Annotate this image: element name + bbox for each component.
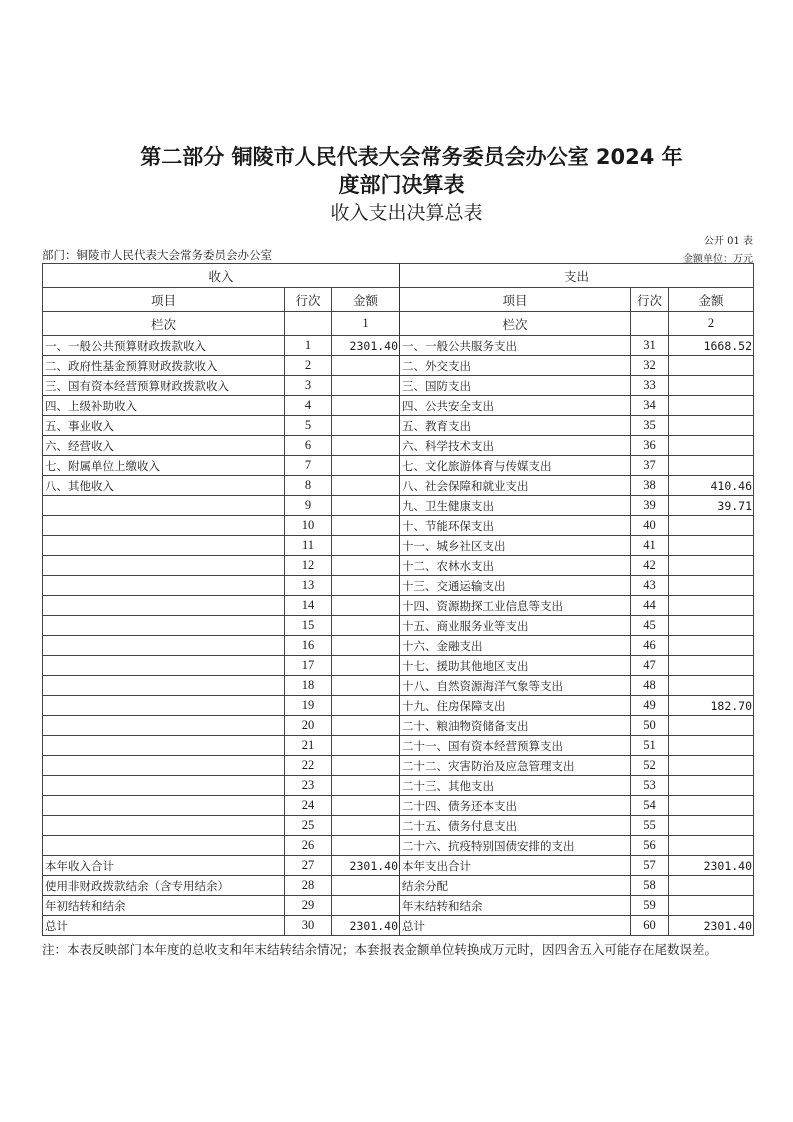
expense-section-header: 支出 xyxy=(400,264,754,288)
income-line-cell: 27 xyxy=(285,856,332,876)
table-row xyxy=(43,616,754,636)
expense-line-cell: 33 xyxy=(631,376,669,396)
income-line-cell: 7 xyxy=(285,456,332,476)
table-row xyxy=(43,456,754,476)
expense-line-cell: 35 xyxy=(631,416,669,436)
income-line-cell: 19 xyxy=(285,696,332,716)
expense-item-cell: 二十、粮油物资储备支出 xyxy=(400,716,631,736)
column-header-row xyxy=(43,288,754,312)
income-line-cell: 23 xyxy=(285,776,332,796)
expense-item-cell: 十六、金融支出 xyxy=(400,636,631,656)
expense-amount-cell xyxy=(669,876,754,896)
income-item-cell: 二、政府性基金预算财政拨款收入 xyxy=(43,356,285,376)
form-number: 公开 01 表 xyxy=(703,236,753,247)
income-line-cell: 22 xyxy=(285,756,332,776)
income-amount-header: 金额 xyxy=(332,288,400,312)
income-item-cell xyxy=(43,596,285,616)
expense-amount-cell xyxy=(669,736,754,756)
expense-item-cell: 十五、商业服务业等支出 xyxy=(400,616,631,636)
expense-index-label: 栏次 xyxy=(400,312,631,336)
table-row xyxy=(43,376,754,396)
document-title xyxy=(0,143,793,199)
expense-item-cell: 十七、援助其他地区支出 xyxy=(400,656,631,676)
income-item-cell: 六、经营收入 xyxy=(43,436,285,456)
income-line-cell: 26 xyxy=(285,836,332,856)
expense-item-cell: 十三、交通运输支出 xyxy=(400,576,631,596)
income-item-cell xyxy=(43,656,285,676)
expense-line-cell: 56 xyxy=(631,836,669,856)
income-line-cell: 3 xyxy=(285,376,332,396)
expense-line-cell: 48 xyxy=(631,676,669,696)
expense-item-cell: 二十五、债务付息支出 xyxy=(400,816,631,836)
table-row xyxy=(43,496,754,516)
expense-amount-cell xyxy=(669,456,754,476)
expense-line-cell: 46 xyxy=(631,636,669,656)
section-header-row xyxy=(43,264,754,288)
income-item-cell xyxy=(43,576,285,596)
expense-item-cell: 八、社会保障和就业支出 xyxy=(400,476,631,496)
expense-amount-header: 金额 xyxy=(669,288,754,312)
income-amount-cell xyxy=(332,656,400,676)
income-line-cell: 2 xyxy=(285,356,332,376)
table-row xyxy=(43,576,754,596)
expense-line-cell: 41 xyxy=(631,536,669,556)
income-line-cell: 1 xyxy=(285,336,332,356)
income-line-cell: 12 xyxy=(285,556,332,576)
income-item-header: 项目 xyxy=(43,288,285,312)
table-row xyxy=(43,876,754,896)
income-line-cell: 16 xyxy=(285,636,332,656)
expense-line-cell: 42 xyxy=(631,556,669,576)
title-line-1: 第二部分 铜陵市人民代表大会常务委员会办公室 2024 年 xyxy=(140,145,683,169)
table-row xyxy=(43,896,754,916)
table-row xyxy=(43,476,754,496)
expense-line-cell: 34 xyxy=(631,396,669,416)
expense-line-cell: 57 xyxy=(631,856,669,876)
table-row xyxy=(43,596,754,616)
income-line-cell: 9 xyxy=(285,496,332,516)
income-amount-cell xyxy=(332,476,400,496)
expense-line-cell: 40 xyxy=(631,516,669,536)
expense-item-cell: 四、公共安全支出 xyxy=(400,396,631,416)
expense-amount-cell: 39.71 xyxy=(669,496,754,516)
income-amount-cell xyxy=(332,376,400,396)
income-item-cell xyxy=(43,516,285,536)
income-item-cell: 本年收入合计 xyxy=(43,856,285,876)
expense-line-cell: 51 xyxy=(631,736,669,756)
income-line-cell: 24 xyxy=(285,796,332,816)
income-amount-cell xyxy=(332,796,400,816)
income-item-cell xyxy=(43,796,285,816)
income-expense-table xyxy=(42,263,754,936)
expense-amount-cell xyxy=(669,596,754,616)
income-amount-cell xyxy=(332,816,400,836)
expense-line-cell: 60 xyxy=(631,916,669,936)
table-row xyxy=(43,536,754,556)
table-row xyxy=(43,716,754,736)
expense-line-cell: 52 xyxy=(631,756,669,776)
expense-amount-cell xyxy=(669,436,754,456)
expense-amount-cell xyxy=(669,676,754,696)
table-row xyxy=(43,336,754,356)
income-line-header: 行次 xyxy=(285,288,332,312)
expense-amount-cell xyxy=(669,776,754,796)
expense-amount-cell: 2301.40 xyxy=(669,916,754,936)
income-item-cell xyxy=(43,836,285,856)
table-row xyxy=(43,756,754,776)
income-item-cell: 七、附属单位上缴收入 xyxy=(43,456,285,476)
income-index-line xyxy=(285,312,332,336)
expense-line-cell: 59 xyxy=(631,896,669,916)
expense-amount-cell xyxy=(669,416,754,436)
expense-item-cell: 二十六、抗疫特别国债安排的支出 xyxy=(400,836,631,856)
expense-item-cell: 七、文化旅游体育与传媒支出 xyxy=(400,456,631,476)
income-item-cell: 使用非财政拨款结余（含专用结余） xyxy=(43,876,285,896)
expense-item-cell: 九、卫生健康支出 xyxy=(400,496,631,516)
income-amount-cell xyxy=(332,736,400,756)
expense-amount-cell xyxy=(669,376,754,396)
income-amount-cell xyxy=(332,436,400,456)
table-row xyxy=(43,856,754,876)
income-amount-cell xyxy=(332,536,400,556)
expense-amount-cell xyxy=(669,616,754,636)
expense-amount-cell xyxy=(669,656,754,676)
expense-item-cell: 结余分配 xyxy=(400,876,631,896)
table-row xyxy=(43,916,754,936)
expense-line-cell: 37 xyxy=(631,456,669,476)
income-item-cell: 五、事业收入 xyxy=(43,416,285,436)
income-line-cell: 20 xyxy=(285,716,332,736)
expense-amount-cell xyxy=(669,716,754,736)
income-item-cell xyxy=(43,716,285,736)
income-amount-cell xyxy=(332,576,400,596)
expense-item-header: 项目 xyxy=(400,288,631,312)
income-line-cell: 4 xyxy=(285,396,332,416)
income-item-cell xyxy=(43,616,285,636)
expense-item-cell: 三、国防支出 xyxy=(400,376,631,396)
expense-amount-cell: 2301.40 xyxy=(669,856,754,876)
table-row xyxy=(43,436,754,456)
table-row xyxy=(43,416,754,436)
income-amount-cell xyxy=(332,496,400,516)
expense-item-cell: 五、教育支出 xyxy=(400,416,631,436)
expense-line-cell: 38 xyxy=(631,476,669,496)
expense-item-cell: 总计 xyxy=(400,916,631,936)
income-amount-cell xyxy=(332,776,400,796)
income-section-header: 收入 xyxy=(43,264,400,288)
expense-amount-cell xyxy=(669,356,754,376)
expense-amount-cell: 182.70 xyxy=(669,696,754,716)
income-item-cell xyxy=(43,736,285,756)
income-line-cell: 25 xyxy=(285,816,332,836)
expense-item-cell: 二十四、债务还本支出 xyxy=(400,796,631,816)
income-amount-cell: 2301.40 xyxy=(332,856,400,876)
income-amount-cell xyxy=(332,516,400,536)
income-amount-cell xyxy=(332,676,400,696)
expense-amount-cell xyxy=(669,556,754,576)
income-line-cell: 11 xyxy=(285,536,332,556)
income-amount-cell xyxy=(332,636,400,656)
amount-unit-label: 金额单位：万元 xyxy=(683,254,753,265)
footnote: 注：本表反映部门本年度的总收支和年末结转结余情况；本套报表金额单位转换成万元时，因四舍五入可能存在尾数误差。 xyxy=(42,942,718,957)
income-amount-cell xyxy=(332,716,400,736)
income-line-cell: 30 xyxy=(285,916,332,936)
income-amount-cell xyxy=(332,896,400,916)
table-row xyxy=(43,516,754,536)
income-amount-cell xyxy=(332,396,400,416)
income-item-cell: 八、其他收入 xyxy=(43,476,285,496)
income-amount-cell xyxy=(332,696,400,716)
expense-line-cell: 39 xyxy=(631,496,669,516)
income-amount-cell xyxy=(332,876,400,896)
expense-line-cell: 49 xyxy=(631,696,669,716)
expense-item-cell: 年末结转和结余 xyxy=(400,896,631,916)
income-amount-cell xyxy=(332,836,400,856)
income-line-cell: 6 xyxy=(285,436,332,456)
expense-line-cell: 44 xyxy=(631,596,669,616)
expense-item-cell: 十四、资源勘探工业信息等支出 xyxy=(400,596,631,616)
table-row xyxy=(43,736,754,756)
income-line-cell: 8 xyxy=(285,476,332,496)
expense-amount-cell xyxy=(669,756,754,776)
income-item-cell: 一、一般公共预算财政拨款收入 xyxy=(43,336,285,356)
income-item-cell xyxy=(43,756,285,776)
expense-line-cell: 50 xyxy=(631,716,669,736)
income-amount-cell xyxy=(332,456,400,476)
expense-line-cell: 47 xyxy=(631,656,669,676)
income-amount-cell xyxy=(332,556,400,576)
expense-amount-cell xyxy=(669,816,754,836)
table-row xyxy=(43,556,754,576)
expense-line-cell: 55 xyxy=(631,816,669,836)
income-line-cell: 10 xyxy=(285,516,332,536)
income-item-cell xyxy=(43,676,285,696)
income-item-cell xyxy=(43,696,285,716)
table-row xyxy=(43,656,754,676)
income-amount-cell xyxy=(332,756,400,776)
expense-item-cell: 二十一、国有资本经营预算支出 xyxy=(400,736,631,756)
expense-amount-cell xyxy=(669,536,754,556)
table-row xyxy=(43,676,754,696)
table-row xyxy=(43,796,754,816)
title-line-2: 度部门决算表 xyxy=(338,173,465,197)
expense-amount-cell xyxy=(669,896,754,916)
income-line-cell: 15 xyxy=(285,616,332,636)
income-line-cell: 5 xyxy=(285,416,332,436)
expense-amount-cell xyxy=(669,636,754,656)
expense-line-cell: 36 xyxy=(631,436,669,456)
income-item-cell xyxy=(43,556,285,576)
income-item-cell xyxy=(43,536,285,556)
expense-index-number: 2 xyxy=(669,312,754,336)
income-line-cell: 14 xyxy=(285,596,332,616)
income-line-cell: 17 xyxy=(285,656,332,676)
expense-item-cell: 二、外交支出 xyxy=(400,356,631,376)
column-index-row xyxy=(43,312,754,336)
expense-item-cell: 十二、农林水支出 xyxy=(400,556,631,576)
income-index-label: 栏次 xyxy=(43,312,285,336)
table-row xyxy=(43,636,754,656)
income-line-cell: 29 xyxy=(285,896,332,916)
expense-item-cell: 十八、自然资源海洋气象等支出 xyxy=(400,676,631,696)
income-item-cell xyxy=(43,816,285,836)
income-index-number: 1 xyxy=(332,312,400,336)
table-row xyxy=(43,696,754,716)
expense-line-cell: 31 xyxy=(631,336,669,356)
table-row xyxy=(43,396,754,416)
expense-item-cell: 本年支出合计 xyxy=(400,856,631,876)
expense-index-line xyxy=(631,312,669,336)
table-row xyxy=(43,356,754,376)
table-row xyxy=(43,836,754,856)
table-row xyxy=(43,776,754,796)
expense-amount-cell xyxy=(669,836,754,856)
income-item-cell: 总计 xyxy=(43,916,285,936)
income-amount-cell xyxy=(332,616,400,636)
expense-item-cell: 十一、城乡社区支出 xyxy=(400,536,631,556)
expense-line-cell: 58 xyxy=(631,876,669,896)
expense-item-cell: 一、一般公共服务支出 xyxy=(400,336,631,356)
expense-item-cell: 二十三、其他支出 xyxy=(400,776,631,796)
expense-line-header: 行次 xyxy=(631,288,669,312)
expense-line-cell: 32 xyxy=(631,356,669,376)
income-line-cell: 21 xyxy=(285,736,332,756)
income-amount-cell: 2301.40 xyxy=(332,336,400,356)
income-line-cell: 13 xyxy=(285,576,332,596)
expense-amount-cell: 410.46 xyxy=(669,476,754,496)
expense-line-cell: 45 xyxy=(631,616,669,636)
income-item-cell: 三、国有资本经营预算财政拨款收入 xyxy=(43,376,285,396)
income-item-cell xyxy=(43,496,285,516)
expense-amount-cell xyxy=(669,576,754,596)
income-amount-cell xyxy=(332,596,400,616)
income-line-cell: 28 xyxy=(285,876,332,896)
income-item-cell xyxy=(43,636,285,656)
expense-item-cell: 十九、住房保障支出 xyxy=(400,696,631,716)
table-title: 收入支出决算总表 xyxy=(330,202,483,224)
income-item-cell: 四、上级补助收入 xyxy=(43,396,285,416)
income-amount-cell: 2301.40 xyxy=(332,916,400,936)
expense-line-cell: 43 xyxy=(631,576,669,596)
income-item-cell xyxy=(43,776,285,796)
expense-item-cell: 十、节能环保支出 xyxy=(400,516,631,536)
expense-amount-cell xyxy=(669,396,754,416)
income-line-cell: 18 xyxy=(285,676,332,696)
table-row xyxy=(43,816,754,836)
department-label: 部门：铜陵市人民代表大会常务委员会办公室 xyxy=(42,248,272,262)
income-item-cell: 年初结转和结余 xyxy=(43,896,285,916)
expense-line-cell: 53 xyxy=(631,776,669,796)
income-amount-cell xyxy=(332,356,400,376)
expense-amount-cell: 1668.52 xyxy=(669,336,754,356)
income-amount-cell xyxy=(332,416,400,436)
expense-item-cell: 二十二、灾害防治及应急管理支出 xyxy=(400,756,631,776)
expense-item-cell: 六、科学技术支出 xyxy=(400,436,631,456)
expense-line-cell: 54 xyxy=(631,796,669,816)
expense-amount-cell xyxy=(669,516,754,536)
expense-amount-cell xyxy=(669,796,754,816)
